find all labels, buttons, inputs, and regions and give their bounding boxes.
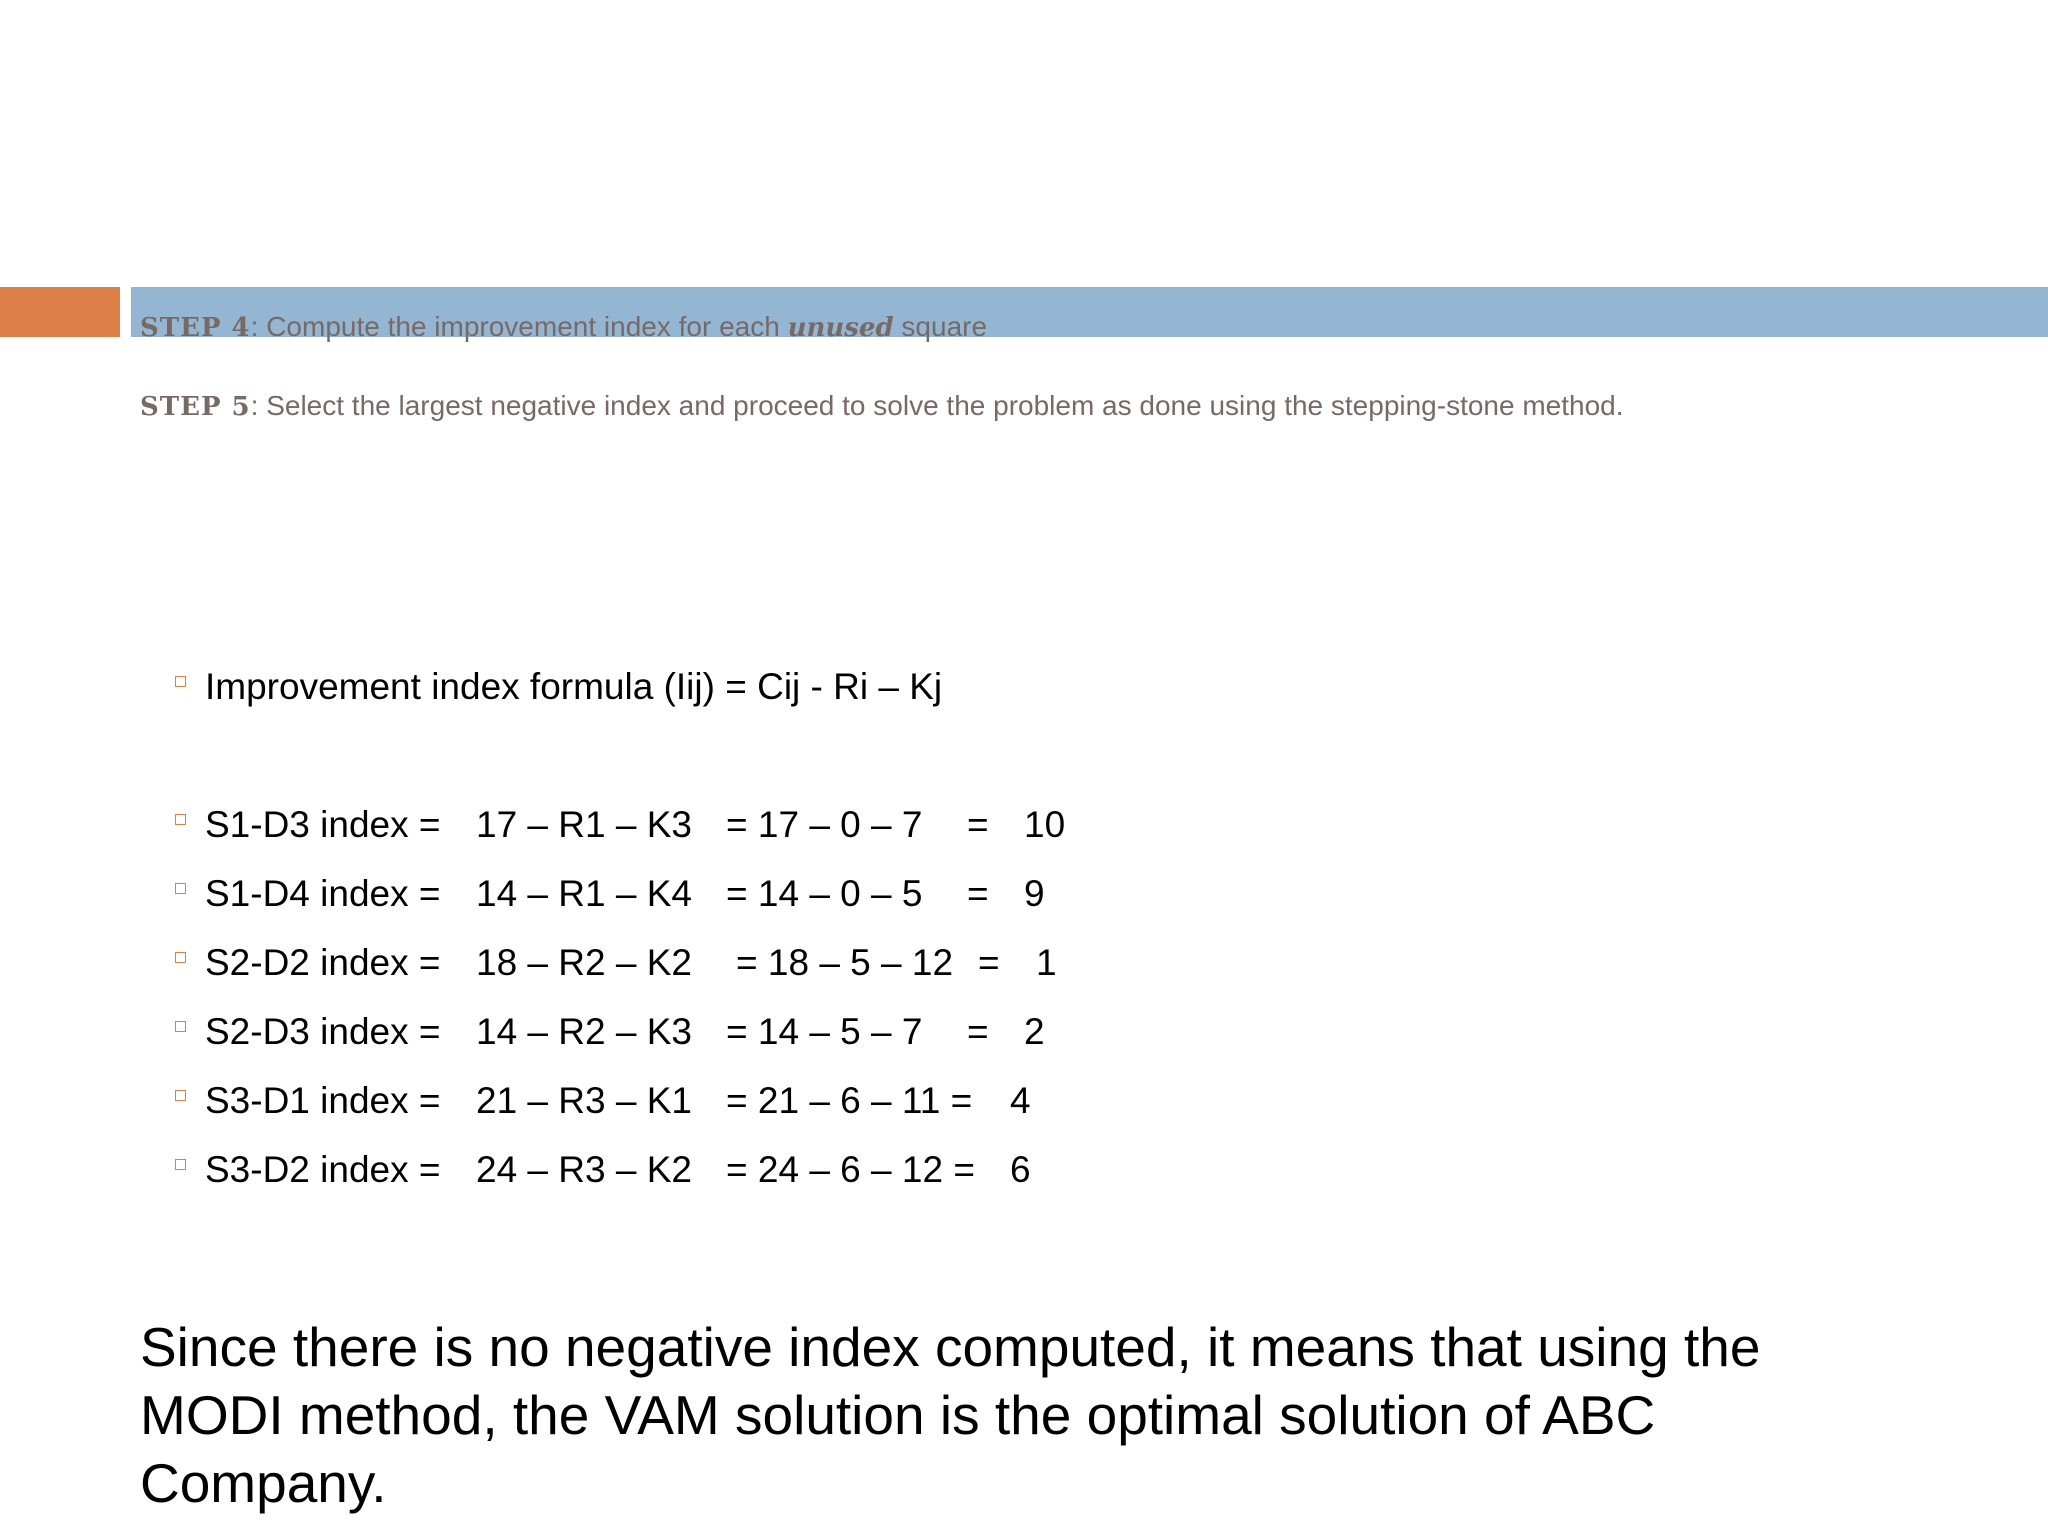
index-result: 2 — [1024, 1011, 1045, 1052]
index-expression: 14 – R1 – K4 — [476, 873, 692, 914]
index-row — [175, 938, 1205, 988]
index-expression: 24 – R3 – K2 — [476, 1149, 692, 1190]
index-expression: 21 – R3 – K1 — [476, 1080, 692, 1121]
step-5-text: : Select the largest negative index and proceed to solve the problem as done using the stepping-stone method. — [250, 390, 1624, 421]
index-formula — [205, 938, 1205, 988]
index-label: S2-D3 index = — [205, 1011, 441, 1052]
index-expression: 18 – R2 – K2 — [476, 942, 692, 983]
formula-bullet — [175, 662, 942, 712]
step-5-key: STEP 5 — [140, 392, 251, 422]
bullet-square-icon — [175, 1021, 186, 1032]
index-label: S2-D2 index = — [205, 942, 441, 983]
accent-block — [0, 287, 120, 337]
index-result: 6 — [1010, 1149, 1031, 1190]
index-result: 1 — [1036, 942, 1057, 983]
index-label: S1-D4 index = — [205, 873, 441, 914]
bullet-square-icon — [175, 814, 186, 825]
index-row — [175, 1076, 1205, 1126]
step-4-text-before: : Compute the improvement index for each — [250, 311, 788, 342]
step-4-emphasis: unused — [787, 313, 894, 343]
index-label: S3-D2 index = — [205, 1149, 441, 1190]
index-formula — [205, 800, 1205, 850]
step-4-key: STEP 4 — [140, 313, 251, 343]
step-5-line — [140, 392, 1624, 420]
conclusion-text: Since there is no negative index computed, it means that using the MODI method, the VAM solution is the optimal solution of ABC Company. — [140, 1316, 1761, 1514]
index-calculation: = 17 – 0 – 7 — [726, 804, 923, 845]
index-equals: = — [967, 1011, 989, 1052]
formula-text: Improvement index formula (Iij) = Cij - Ri – Kj — [205, 666, 943, 707]
index-label: S1-D3 index = — [205, 804, 441, 845]
index-expression: 17 – R1 – K3 — [476, 804, 692, 845]
index-calculation: = 21 – 6 – 11 = — [726, 1080, 973, 1121]
index-formula — [205, 1076, 1205, 1126]
index-row — [175, 1007, 1205, 1057]
index-formula — [205, 1007, 1205, 1057]
index-formula — [205, 869, 1205, 919]
bullet-square-icon — [175, 1159, 186, 1170]
index-equals: = — [967, 873, 989, 914]
step-4-line — [140, 313, 987, 341]
index-result: 10 — [1024, 804, 1066, 845]
index-expression: 14 – R2 – K3 — [476, 1011, 692, 1052]
index-result: 9 — [1024, 873, 1045, 914]
index-row — [175, 800, 1205, 850]
index-calculation: = 14 – 5 – 7 — [726, 1011, 923, 1052]
index-row — [175, 869, 1205, 919]
bullet-square-icon — [175, 952, 186, 963]
index-calculation: = 14 – 0 – 5 — [726, 873, 923, 914]
bullet-square-icon — [175, 1090, 186, 1101]
index-equals: = — [967, 804, 989, 845]
index-formula — [205, 1145, 1205, 1195]
index-calculation: = 24 – 6 – 12 = — [726, 1149, 975, 1190]
index-label: S3-D1 index = — [205, 1080, 441, 1121]
bullet-square-icon — [175, 883, 186, 894]
index-equals: = — [978, 942, 1000, 983]
bullet-square-icon — [175, 676, 186, 687]
index-result: 4 — [1010, 1080, 1031, 1121]
index-calculation: = 18 – 5 – 12 — [736, 942, 954, 983]
index-row — [175, 1145, 1205, 1195]
step-4-text-after: square — [893, 311, 988, 342]
